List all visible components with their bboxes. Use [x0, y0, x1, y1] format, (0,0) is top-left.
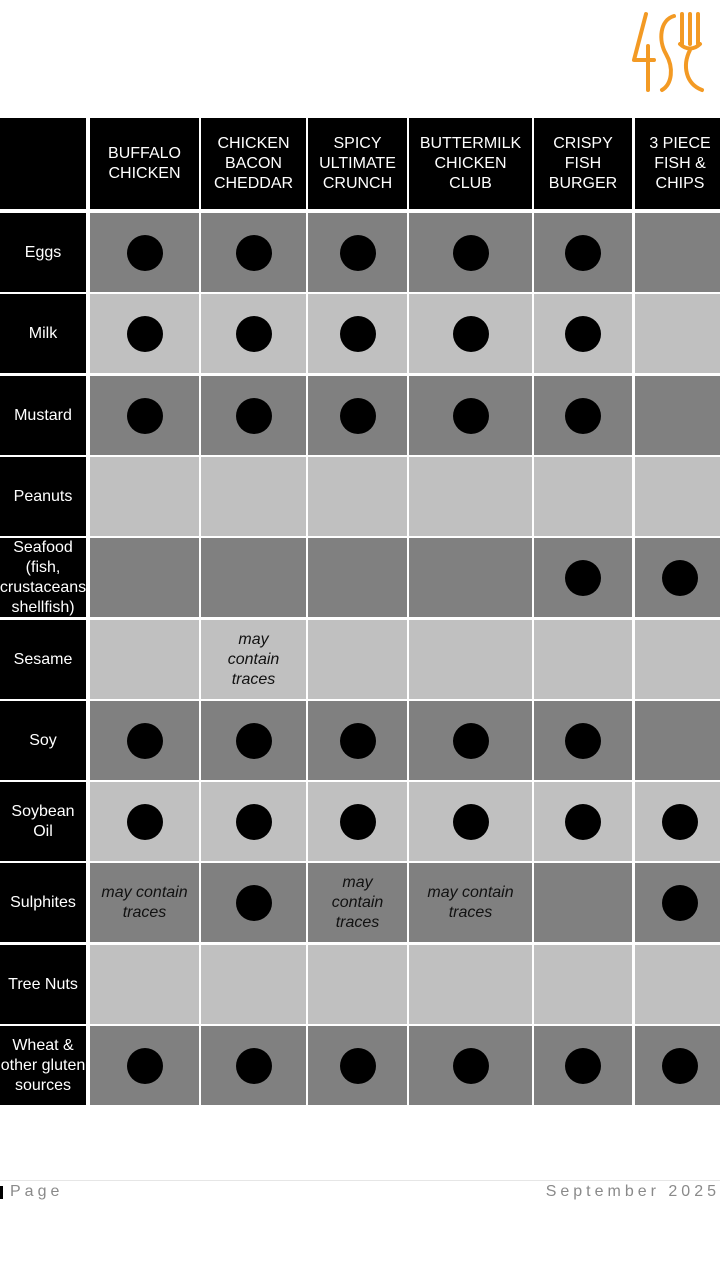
table-cell — [409, 701, 532, 780]
table-cell — [308, 376, 407, 455]
table-cell — [90, 376, 199, 455]
table-cell — [409, 620, 532, 699]
table-cell — [534, 620, 632, 699]
table-cell — [534, 1026, 632, 1105]
contains-allergen-dot-icon — [565, 398, 601, 434]
table-cell — [635, 945, 720, 1024]
table-cell — [308, 294, 407, 373]
contains-allergen-dot-icon — [453, 235, 489, 271]
table-cell — [534, 457, 632, 536]
row-label: Eggs — [0, 213, 86, 292]
row-label: Soy — [0, 701, 86, 780]
row-label: Peanuts — [0, 457, 86, 536]
table-cell — [409, 457, 532, 536]
table-cell — [308, 213, 407, 292]
table-cell — [90, 457, 199, 536]
table-cell — [90, 701, 199, 780]
trace-note: may contain traces — [101, 883, 188, 921]
contains-allergen-dot-icon — [565, 560, 601, 596]
footer-divider — [0, 1180, 720, 1181]
table-cell — [90, 1026, 199, 1105]
table-cell — [635, 620, 720, 699]
table-cell — [409, 863, 532, 942]
table-cell — [635, 863, 720, 942]
table-cell — [90, 945, 199, 1024]
table-cell — [90, 620, 199, 699]
table-cell — [308, 701, 407, 780]
contains-allergen-dot-icon — [565, 804, 601, 840]
contains-allergen-dot-icon — [236, 1048, 272, 1084]
table-cell — [308, 945, 407, 1024]
footer-page-label: Page — [10, 1183, 64, 1200]
contains-allergen-dot-icon — [662, 1048, 698, 1084]
contains-allergen-dot-icon — [236, 235, 272, 271]
row-label: Milk — [0, 294, 86, 373]
table-cell — [534, 782, 632, 861]
table-cell — [308, 782, 407, 861]
contains-allergen-dot-icon — [453, 316, 489, 352]
table-cell — [201, 863, 306, 942]
table-cell — [201, 213, 306, 292]
contains-allergen-dot-icon — [662, 804, 698, 840]
table-cell — [201, 1026, 306, 1105]
row-label: Seafood (fish, crustaceans shellfish) — [0, 538, 86, 616]
table-cell — [534, 213, 632, 292]
table-cell — [409, 945, 532, 1024]
table-cell — [201, 620, 306, 699]
contains-allergen-dot-icon — [127, 398, 163, 434]
contains-allergen-dot-icon — [340, 398, 376, 434]
table-cell — [201, 701, 306, 780]
table-corner — [0, 118, 86, 209]
table-cell — [635, 457, 720, 536]
column-header: BUTTERMILK CHICKEN CLUB — [409, 118, 532, 209]
table-cell — [409, 538, 532, 617]
contains-allergen-dot-icon — [453, 398, 489, 434]
table-cell — [409, 376, 532, 455]
column-header: SPICY ULTIMATE CRUNCH — [308, 118, 407, 209]
table-cell — [635, 701, 720, 780]
contains-allergen-dot-icon — [453, 723, 489, 759]
row-label: Wheat & other gluten sources — [0, 1026, 86, 1105]
row-label: Soybean Oil — [0, 782, 86, 861]
contains-allergen-dot-icon — [236, 316, 272, 352]
contains-allergen-dot-icon — [236, 398, 272, 434]
table-cell — [534, 294, 632, 373]
table-cell — [635, 1026, 720, 1105]
table-cell — [534, 376, 632, 455]
contains-allergen-dot-icon — [236, 804, 272, 840]
table-cell — [308, 620, 407, 699]
table-cell — [534, 538, 632, 617]
column-header: CHICKEN BACON CHEDDAR — [201, 118, 306, 209]
table-cell — [90, 782, 199, 861]
contains-allergen-dot-icon — [565, 235, 601, 271]
table-cell — [409, 294, 532, 373]
footer-accent-bar — [0, 1186, 3, 1199]
table-cell — [308, 1026, 407, 1105]
table-cell — [635, 782, 720, 861]
contains-allergen-dot-icon — [340, 235, 376, 271]
table-cell — [534, 863, 632, 942]
table-cell — [308, 538, 407, 617]
contains-allergen-dot-icon — [236, 723, 272, 759]
row-label: Tree Nuts — [0, 945, 86, 1024]
table-cell — [90, 863, 199, 942]
table-cell — [201, 945, 306, 1024]
trace-note: may contain traces — [227, 630, 280, 688]
trace-note: may contain traces — [427, 883, 514, 921]
table-cell — [201, 782, 306, 861]
table-cell — [409, 782, 532, 861]
contains-allergen-dot-icon — [662, 560, 698, 596]
contains-allergen-dot-icon — [127, 723, 163, 759]
row-label: Sulphites — [0, 863, 86, 942]
column-header: CRISPY FISH BURGER — [534, 118, 632, 209]
table-cell — [635, 376, 720, 455]
column-header: 3 PIECE FISH & CHIPS — [635, 118, 720, 209]
contains-allergen-dot-icon — [340, 1048, 376, 1084]
table-cell — [201, 294, 306, 373]
contains-allergen-dot-icon — [340, 723, 376, 759]
contains-allergen-dot-icon — [340, 316, 376, 352]
table-cell — [201, 376, 306, 455]
contains-allergen-dot-icon — [127, 316, 163, 352]
trace-note: may contain traces — [331, 873, 384, 931]
contains-allergen-dot-icon — [236, 885, 272, 921]
contains-allergen-dot-icon — [565, 1048, 601, 1084]
table-cell — [534, 701, 632, 780]
table-cell — [308, 863, 407, 942]
table-cell — [201, 457, 306, 536]
table-cell — [534, 945, 632, 1024]
footer-date: September 2025 — [545, 1183, 720, 1200]
table-cell — [90, 538, 199, 617]
table-cell — [635, 294, 720, 373]
table-cell — [308, 457, 407, 536]
contains-allergen-dot-icon — [662, 885, 698, 921]
row-label: Sesame — [0, 620, 86, 699]
row-label: Mustard — [0, 376, 86, 455]
table-cell — [90, 294, 199, 373]
table-cell — [409, 213, 532, 292]
table-cell — [409, 1026, 532, 1105]
table-cell — [201, 538, 306, 617]
contains-allergen-dot-icon — [453, 804, 489, 840]
contains-allergen-dot-icon — [453, 1048, 489, 1084]
column-header: BUFFALO CHICKEN — [90, 118, 199, 209]
table-cell — [635, 538, 720, 617]
contains-allergen-dot-icon — [340, 804, 376, 840]
contains-allergen-dot-icon — [565, 316, 601, 352]
contains-allergen-dot-icon — [127, 804, 163, 840]
contains-allergen-dot-icon — [127, 235, 163, 271]
table-cell — [90, 213, 199, 292]
contains-allergen-dot-icon — [565, 723, 601, 759]
table-cell — [635, 213, 720, 292]
contains-allergen-dot-icon — [127, 1048, 163, 1084]
